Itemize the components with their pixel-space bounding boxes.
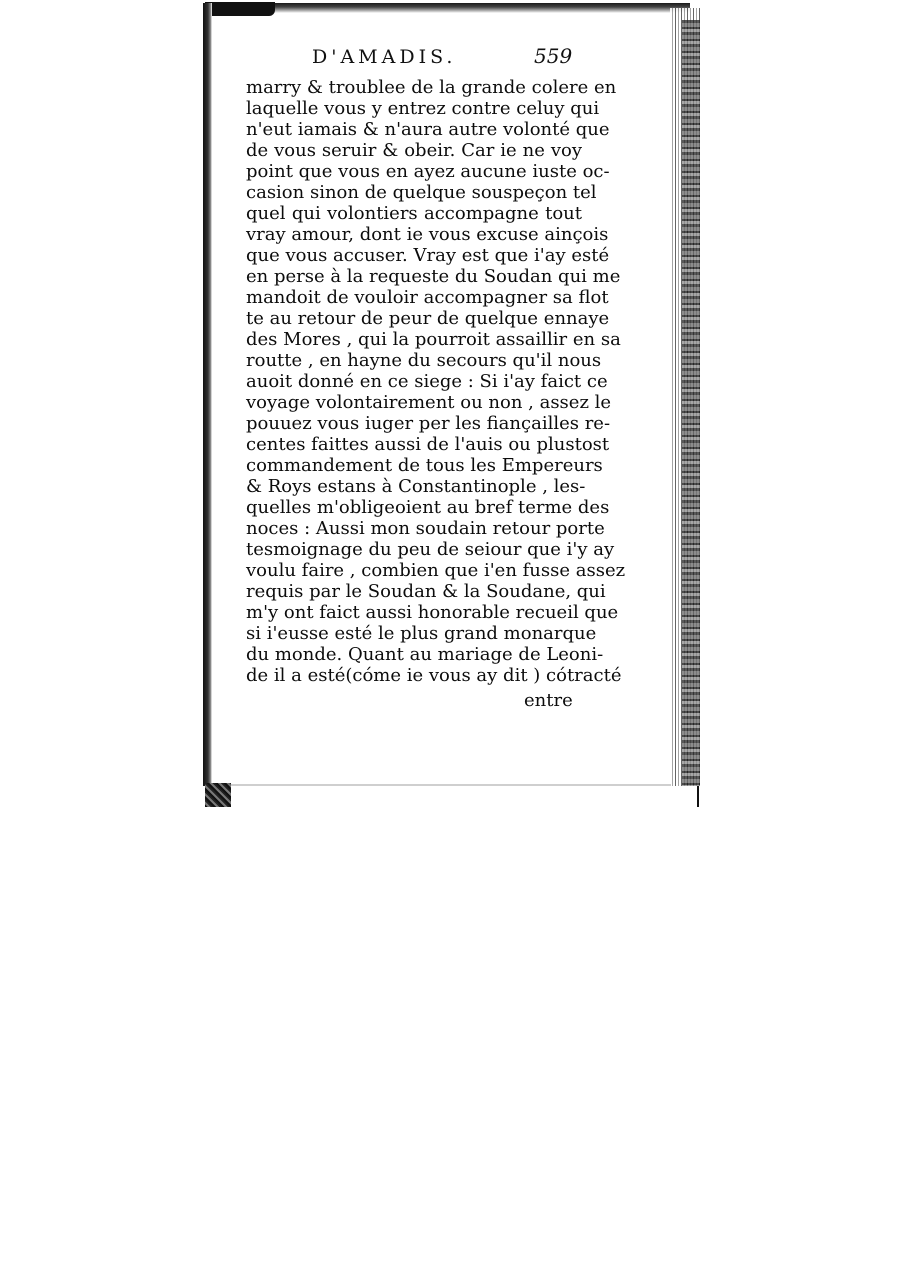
text-line: voyage volontairement ou non , assez le [246,392,612,413]
catchword: entre [524,690,573,711]
text-line: mandoit de vouloir accompagner sa flot [246,287,609,308]
text-line: quel qui volontiers accompagne tout [246,203,582,224]
text-line: requis par le Soudan & la Soudane, qui [246,581,606,602]
text-line: du monde. Quant au mariage de Leoni- [246,644,604,665]
running-head: D'AMADIS. [312,46,457,68]
text-line: tesmoignage du peu de seiour que i'y ay [246,539,615,560]
text-line: marry & troublee de la grande colere en [246,77,617,98]
text-line: quelles m'obligeoient au bref terme des [246,497,610,518]
text-line: commandement de tous les Empereurs [246,455,603,476]
page-number: 559 [534,44,573,68]
text-line: de vous seruir & obeir. Car ie ne voy [246,140,582,161]
text-line: m'y ont faict aussi honorable recueil que [246,602,619,623]
text-line: en perse à la requeste du Soudan qui me [246,266,621,287]
text-line: laquelle vous y entrez contre celuy qui [246,98,600,119]
text-line: noces : Aussi mon soudain retour porte [246,518,605,539]
text-line: te au retour de peur de quelque ennaye [246,308,610,329]
text-line: centes faittes aussi de l'auis ou plustost [246,434,610,455]
text-line: si i'eusse esté le plus grand monarque [246,623,597,644]
text-line: pouuez vous iuger per les fiançailles re- [246,413,611,434]
text-line: vray amour, dont ie vous excuse ainçois [246,224,609,245]
text-line: & Roys estans à Constantinople , les- [246,476,586,497]
text-line: casion sinon de quelque souspeçon tel [246,182,597,203]
text-line: point que vous en ayez aucune iuste oc- [246,161,610,182]
text-line: des Mores , qui la pourroit assaillir en sa [246,329,621,350]
text-line: n'eut iamais & n'aura autre volonté que [246,119,610,140]
text-line: routte , en hayne du secours qu'il nous [246,350,602,371]
text-line: que vous accuser. Vray est que i'ay esté [246,245,610,266]
text-line: auoit donné en ce siege : Si i'ay faict ce [246,371,608,392]
text-line: voulu faire , combien que i'en fusse assez [246,560,626,581]
text-line: de il a esté(cóme ie vous ay dit ) cótracté [246,665,622,686]
